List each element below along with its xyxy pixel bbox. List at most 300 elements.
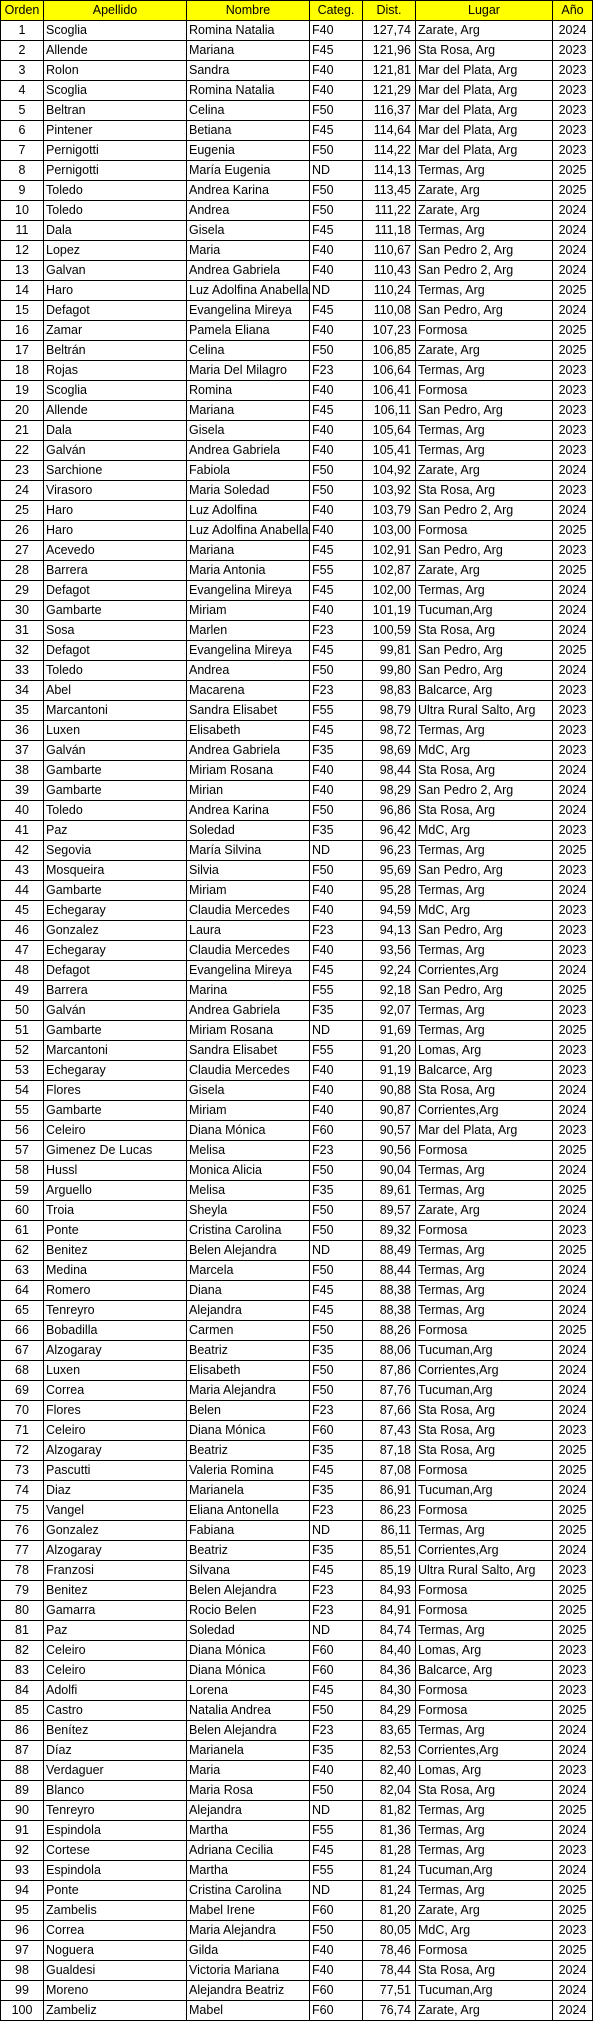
cell-nombre: Claudia Mercedes <box>187 941 310 961</box>
cell-orden: 83 <box>1 1661 44 1681</box>
cell-dist: 81,36 <box>363 1821 416 1841</box>
cell-lugar: San Pedro, Arg <box>416 921 553 941</box>
table-row <box>1 521 593 541</box>
table-row <box>1 1401 593 1421</box>
table-row <box>1 1801 593 1821</box>
cell-orden: 44 <box>1 881 44 901</box>
cell-anio: 2023 <box>553 1421 593 1441</box>
cell-categ: ND <box>310 281 363 301</box>
cell-lugar: Sta Rosa, Arg <box>416 1441 553 1461</box>
cell-categ: F50 <box>310 661 363 681</box>
cell-apellido: Ponte <box>44 1221 187 1241</box>
cell-dist: 81,82 <box>363 1801 416 1821</box>
cell-orden: 48 <box>1 961 44 981</box>
cell-orden: 87 <box>1 1741 44 1761</box>
cell-categ: F40 <box>310 81 363 101</box>
cell-categ: F40 <box>310 1101 363 1121</box>
cell-orden: 81 <box>1 1621 44 1641</box>
cell-categ: F40 <box>310 1941 363 1961</box>
cell-lugar: Corrientes,Arg <box>416 1741 553 1761</box>
cell-dist: 89,32 <box>363 1221 416 1241</box>
cell-categ: F50 <box>310 481 363 501</box>
table-row <box>1 1781 593 1801</box>
cell-dist: 81,28 <box>363 1841 416 1861</box>
cell-orden: 92 <box>1 1841 44 1861</box>
table-row <box>1 641 593 661</box>
cell-anio: 2024 <box>553 261 593 281</box>
table-row <box>1 661 593 681</box>
cell-dist: 105,41 <box>363 441 416 461</box>
cell-nombre: Romina Natalia <box>187 81 310 101</box>
cell-nombre: Celina <box>187 101 310 121</box>
table-row <box>1 1681 593 1701</box>
cell-lugar: Termas, Arg <box>416 221 553 241</box>
table-row <box>1 701 593 721</box>
cell-categ: F60 <box>310 1901 363 1921</box>
cell-nombre: Maria Alejandra <box>187 1921 310 1941</box>
cell-dist: 86,23 <box>363 1501 416 1521</box>
cell-nombre: Evangelina Mireya <box>187 641 310 661</box>
cell-nombre: Celina <box>187 341 310 361</box>
cell-apellido: Galván <box>44 741 187 761</box>
cell-apellido: Sosa <box>44 621 187 641</box>
cell-apellido: Haro <box>44 501 187 521</box>
cell-lugar: Tucuman,Arg <box>416 1381 553 1401</box>
cell-orden: 27 <box>1 541 44 561</box>
cell-dist: 91,69 <box>363 1021 416 1041</box>
cell-apellido: Verdaguer <box>44 1761 187 1781</box>
table-row <box>1 1861 593 1881</box>
cell-dist: 95,28 <box>363 881 416 901</box>
cell-anio: 2023 <box>553 821 593 841</box>
cell-categ: F50 <box>310 1201 363 1221</box>
cell-orden: 97 <box>1 1941 44 1961</box>
table-row <box>1 481 593 501</box>
cell-apellido: Mosqueira <box>44 861 187 881</box>
cell-categ: F45 <box>310 221 363 241</box>
cell-dist: 100,59 <box>363 621 416 641</box>
cell-categ: F60 <box>310 2001 363 2021</box>
cell-apellido: Rojas <box>44 361 187 381</box>
cell-nombre: Maria Rosa <box>187 1781 310 1801</box>
cell-lugar: Zarate, Arg <box>416 461 553 481</box>
cell-orden: 7 <box>1 141 44 161</box>
cell-nombre: Eugenia <box>187 141 310 161</box>
table-row <box>1 1821 593 1841</box>
cell-categ: F55 <box>310 1041 363 1061</box>
cell-anio: 2023 <box>553 1001 593 1021</box>
cell-nombre: Valeria Romina <box>187 1461 310 1481</box>
cell-anio: 2024 <box>553 1301 593 1321</box>
cell-lugar: Lomas, Arg <box>416 1761 553 1781</box>
cell-dist: 114,13 <box>363 161 416 181</box>
cell-apellido: Marcantoni <box>44 1041 187 1061</box>
cell-apellido: Flores <box>44 1401 187 1421</box>
cell-anio: 2024 <box>553 621 593 641</box>
cell-orden: 78 <box>1 1561 44 1581</box>
cell-apellido: Celeiro <box>44 1641 187 1661</box>
cell-dist: 98,69 <box>363 741 416 761</box>
table-row <box>1 261 593 281</box>
cell-nombre: Marina <box>187 981 310 1001</box>
cell-orden: 25 <box>1 501 44 521</box>
cell-nombre: Beatriz <box>187 1441 310 1461</box>
cell-categ: F45 <box>310 401 363 421</box>
cell-nombre: Marcela <box>187 1261 310 1281</box>
cell-orden: 79 <box>1 1581 44 1601</box>
cell-dist: 99,80 <box>363 661 416 681</box>
cell-lugar: Termas, Arg <box>416 441 553 461</box>
cell-lugar: Termas, Arg <box>416 941 553 961</box>
table-row <box>1 1181 593 1201</box>
cell-apellido: Zambeliz <box>44 2001 187 2021</box>
cell-categ: F45 <box>310 581 363 601</box>
cell-categ: F35 <box>310 1181 363 1201</box>
cell-dist: 105,64 <box>363 421 416 441</box>
table-row <box>1 1961 593 1981</box>
table-row <box>1 1241 593 1261</box>
cell-apellido: Barrera <box>44 981 187 1001</box>
cell-dist: 87,18 <box>363 1441 416 1461</box>
cell-apellido: Ponte <box>44 1881 187 1901</box>
cell-dist: 107,23 <box>363 321 416 341</box>
cell-apellido: Galván <box>44 441 187 461</box>
cell-anio: 2023 <box>553 1221 593 1241</box>
cell-categ: F40 <box>310 1081 363 1101</box>
cell-anio: 2023 <box>553 701 593 721</box>
table-row <box>1 561 593 581</box>
cell-dist: 111,22 <box>363 201 416 221</box>
cell-categ: F35 <box>310 1741 363 1761</box>
table-row <box>1 241 593 261</box>
cell-orden: 45 <box>1 901 44 921</box>
table-row <box>1 1321 593 1341</box>
cell-anio: 2023 <box>553 1841 593 1861</box>
cell-orden: 43 <box>1 861 44 881</box>
cell-orden: 15 <box>1 301 44 321</box>
cell-apellido: Benítez <box>44 1721 187 1741</box>
table-row <box>1 1141 593 1161</box>
cell-orden: 3 <box>1 61 44 81</box>
cell-anio: 2024 <box>553 801 593 821</box>
cell-orden: 40 <box>1 801 44 821</box>
cell-anio: 2025 <box>553 561 593 581</box>
cell-categ: F50 <box>310 201 363 221</box>
cell-nombre: Victoria Mariana <box>187 1961 310 1981</box>
cell-lugar: Termas, Arg <box>416 1801 553 1821</box>
cell-apellido: Abel <box>44 681 187 701</box>
cell-nombre: Andrea Gabriela <box>187 261 310 281</box>
cell-categ: F23 <box>310 361 363 381</box>
cell-lugar: Termas, Arg <box>416 1521 553 1541</box>
cell-apellido: Allende <box>44 401 187 421</box>
cell-orden: 47 <box>1 941 44 961</box>
cell-nombre: Andrea Karina <box>187 801 310 821</box>
cell-lugar: Formosa <box>416 521 553 541</box>
cell-apellido: Allende <box>44 41 187 61</box>
cell-dist: 90,56 <box>363 1141 416 1161</box>
cell-dist: 84,91 <box>363 1601 416 1621</box>
cell-nombre: Marianela <box>187 1741 310 1761</box>
cell-apellido: Defagot <box>44 581 187 601</box>
cell-anio: 2023 <box>553 81 593 101</box>
cell-apellido: Flores <box>44 1081 187 1101</box>
cell-orden: 20 <box>1 401 44 421</box>
cell-lugar: Tucuman,Arg <box>416 601 553 621</box>
cell-categ: F60 <box>310 1121 363 1141</box>
cell-anio: 2024 <box>553 241 593 261</box>
cell-anio: 2025 <box>553 1621 593 1641</box>
cell-lugar: Termas, Arg <box>416 1261 553 1281</box>
table-row <box>1 541 593 561</box>
cell-lugar: Mar del Plata, Arg <box>416 141 553 161</box>
cell-orden: 76 <box>1 1521 44 1541</box>
cell-anio: 2023 <box>553 1061 593 1081</box>
cell-nombre: Luz Adolfina Anabella <box>187 281 310 301</box>
table-row <box>1 1721 593 1741</box>
cell-categ: ND <box>310 161 363 181</box>
cell-orden: 56 <box>1 1121 44 1141</box>
cell-categ: F40 <box>310 601 363 621</box>
cell-lugar: Termas, Arg <box>416 281 553 301</box>
cell-apellido: Dala <box>44 221 187 241</box>
cell-lugar: Sta Rosa, Arg <box>416 41 553 61</box>
cell-lugar: San Pedro, Arg <box>416 981 553 1001</box>
cell-orden: 17 <box>1 341 44 361</box>
cell-orden: 99 <box>1 1981 44 2001</box>
cell-apellido: Paz <box>44 1621 187 1641</box>
cell-categ: F23 <box>310 681 363 701</box>
cell-categ: F50 <box>310 1381 363 1401</box>
cell-orden: 95 <box>1 1901 44 1921</box>
cell-categ: F23 <box>310 1721 363 1741</box>
cell-orden: 31 <box>1 621 44 641</box>
table-row <box>1 1881 593 1901</box>
cell-apellido: Echegaray <box>44 901 187 921</box>
cell-categ: F45 <box>310 541 363 561</box>
cell-apellido: Correa <box>44 1381 187 1401</box>
table-row <box>1 761 593 781</box>
cell-apellido: Díaz <box>44 1741 187 1761</box>
cell-lugar: San Pedro 2, Arg <box>416 781 553 801</box>
table-row <box>1 141 593 161</box>
cell-anio: 2023 <box>553 441 593 461</box>
table-row <box>1 861 593 881</box>
cell-categ: F40 <box>310 1961 363 1981</box>
cell-anio: 2023 <box>553 1761 593 1781</box>
cell-dist: 101,19 <box>363 601 416 621</box>
cell-anio: 2025 <box>553 1321 593 1341</box>
cell-categ: F45 <box>310 641 363 661</box>
cell-anio: 2023 <box>553 1661 593 1681</box>
cell-apellido: Franzosi <box>44 1561 187 1581</box>
cell-nombre: Beatriz <box>187 1341 310 1361</box>
cell-dist: 90,88 <box>363 1081 416 1101</box>
cell-apellido: Luxen <box>44 1361 187 1381</box>
cell-nombre: Alejandra <box>187 1801 310 1821</box>
cell-dist: 94,59 <box>363 901 416 921</box>
cell-apellido: Pintener <box>44 121 187 141</box>
cell-anio: 2024 <box>553 1721 593 1741</box>
cell-categ: F50 <box>310 341 363 361</box>
cell-categ: F40 <box>310 1761 363 1781</box>
cell-lugar: Formosa <box>416 1501 553 1521</box>
cell-apellido: Scoglia <box>44 21 187 41</box>
cell-lugar: Mar del Plata, Arg <box>416 81 553 101</box>
cell-lugar: Sta Rosa, Arg <box>416 1421 553 1441</box>
cell-categ: F40 <box>310 881 363 901</box>
table-row <box>1 1121 593 1141</box>
cell-orden: 46 <box>1 921 44 941</box>
cell-apellido: Haro <box>44 281 187 301</box>
cell-apellido: Gambarte <box>44 881 187 901</box>
header-categ: Categ. <box>310 1 363 21</box>
cell-categ: F50 <box>310 1161 363 1181</box>
cell-orden: 37 <box>1 741 44 761</box>
cell-lugar: Zarate, Arg <box>416 341 553 361</box>
cell-lugar: Mar del Plata, Arg <box>416 101 553 121</box>
cell-apellido: Arguello <box>44 1181 187 1201</box>
cell-lugar: Tucuman,Arg <box>416 1861 553 1881</box>
cell-dist: 110,24 <box>363 281 416 301</box>
cell-categ: F60 <box>310 1641 363 1661</box>
header-nombre: Nombre <box>187 1 310 21</box>
cell-categ: F23 <box>310 1501 363 1521</box>
cell-orden: 23 <box>1 461 44 481</box>
cell-categ: F40 <box>310 21 363 41</box>
cell-apellido: Toledo <box>44 201 187 221</box>
cell-nombre: María Silvina <box>187 841 310 861</box>
cell-dist: 96,42 <box>363 821 416 841</box>
cell-nombre: Cristina Carolina <box>187 1221 310 1241</box>
header-orden: Orden <box>1 1 44 21</box>
cell-anio: 2025 <box>553 1801 593 1821</box>
cell-apellido: Toledo <box>44 801 187 821</box>
cell-categ: F35 <box>310 1441 363 1461</box>
cell-nombre: Rocio Belen <box>187 1601 310 1621</box>
cell-apellido: Diaz <box>44 1481 187 1501</box>
cell-orden: 50 <box>1 1001 44 1021</box>
table-row <box>1 381 593 401</box>
cell-orden: 54 <box>1 1081 44 1101</box>
cell-categ: ND <box>310 1021 363 1041</box>
table-row <box>1 61 593 81</box>
cell-orden: 68 <box>1 1361 44 1381</box>
cell-orden: 55 <box>1 1101 44 1121</box>
cell-nombre: Silvia <box>187 861 310 881</box>
cell-anio: 2024 <box>553 221 593 241</box>
cell-categ: ND <box>310 1801 363 1821</box>
table-row <box>1 1941 593 1961</box>
cell-lugar: Termas, Arg <box>416 361 553 381</box>
cell-nombre: Maria Del Milagro <box>187 361 310 381</box>
cell-lugar: Termas, Arg <box>416 1721 553 1741</box>
cell-dist: 83,65 <box>363 1721 416 1741</box>
cell-nombre: Martha <box>187 1861 310 1881</box>
cell-categ: F50 <box>310 801 363 821</box>
cell-lugar: Balcarce, Arg <box>416 1661 553 1681</box>
cell-apellido: Gambarte <box>44 1021 187 1041</box>
cell-dist: 99,81 <box>363 641 416 661</box>
cell-orden: 75 <box>1 1501 44 1521</box>
cell-lugar: Corrientes,Arg <box>416 1361 553 1381</box>
cell-nombre: Adriana Cecilia <box>187 1841 310 1861</box>
cell-dist: 110,43 <box>363 261 416 281</box>
cell-categ: F40 <box>310 521 363 541</box>
cell-categ: F40 <box>310 941 363 961</box>
cell-lugar: Tucuman,Arg <box>416 1481 553 1501</box>
cell-orden: 88 <box>1 1761 44 1781</box>
cell-dist: 106,85 <box>363 341 416 361</box>
cell-orden: 10 <box>1 201 44 221</box>
cell-lugar: Zarate, Arg <box>416 21 553 41</box>
table-row <box>1 441 593 461</box>
cell-anio: 2023 <box>553 1641 593 1661</box>
cell-apellido: Alzogaray <box>44 1541 187 1561</box>
cell-orden: 72 <box>1 1441 44 1461</box>
cell-nombre: Belen Alejandra <box>187 1581 310 1601</box>
cell-orden: 8 <box>1 161 44 181</box>
cell-dist: 78,46 <box>363 1941 416 1961</box>
cell-apellido: Alzogaray <box>44 1341 187 1361</box>
table-row <box>1 1521 593 1541</box>
cell-lugar: Ultra Rural Salto, Arg <box>416 1561 553 1581</box>
cell-orden: 67 <box>1 1341 44 1361</box>
table-row <box>1 1541 593 1561</box>
cell-nombre: Diana <box>187 1281 310 1301</box>
cell-orden: 85 <box>1 1701 44 1721</box>
cell-dist: 94,13 <box>363 921 416 941</box>
cell-orden: 14 <box>1 281 44 301</box>
cell-anio: 2024 <box>553 961 593 981</box>
cell-nombre: Diana Mónica <box>187 1421 310 1441</box>
cell-categ: ND <box>310 1241 363 1261</box>
cell-nombre: Diana Mónica <box>187 1121 310 1141</box>
cell-nombre: Eliana Antonella <box>187 1501 310 1521</box>
header-lugar: Lugar <box>416 1 553 21</box>
cell-categ: F60 <box>310 1421 363 1441</box>
cell-nombre: Miriam <box>187 601 310 621</box>
cell-nombre: Melisa <box>187 1181 310 1201</box>
cell-lugar: Formosa <box>416 321 553 341</box>
header-apellido: Apellido <box>44 1 187 21</box>
table-row <box>1 1501 593 1521</box>
cell-lugar: San Pedro, Arg <box>416 661 553 681</box>
cell-nombre: Claudia Mercedes <box>187 901 310 921</box>
cell-orden: 96 <box>1 1921 44 1941</box>
cell-orden: 19 <box>1 381 44 401</box>
cell-nombre: Lorena <box>187 1681 310 1701</box>
cell-orden: 100 <box>1 2001 44 2021</box>
cell-apellido: Acevedo <box>44 541 187 561</box>
cell-categ: F35 <box>310 1341 363 1361</box>
cell-lugar: San Pedro 2, Arg <box>416 241 553 261</box>
cell-anio: 2024 <box>553 1161 593 1181</box>
table-row <box>1 1921 593 1941</box>
cell-nombre: Andrea Karina <box>187 181 310 201</box>
cell-dist: 103,00 <box>363 521 416 541</box>
cell-categ: F45 <box>310 1681 363 1701</box>
cell-categ: ND <box>310 1621 363 1641</box>
cell-dist: 88,38 <box>363 1281 416 1301</box>
cell-orden: 91 <box>1 1821 44 1841</box>
cell-categ: F45 <box>310 121 363 141</box>
cell-lugar: Termas, Arg <box>416 161 553 181</box>
cell-lugar: Formosa <box>416 1941 553 1961</box>
cell-lugar: Termas, Arg <box>416 581 553 601</box>
cell-dist: 84,93 <box>363 1581 416 1601</box>
cell-orden: 80 <box>1 1601 44 1621</box>
